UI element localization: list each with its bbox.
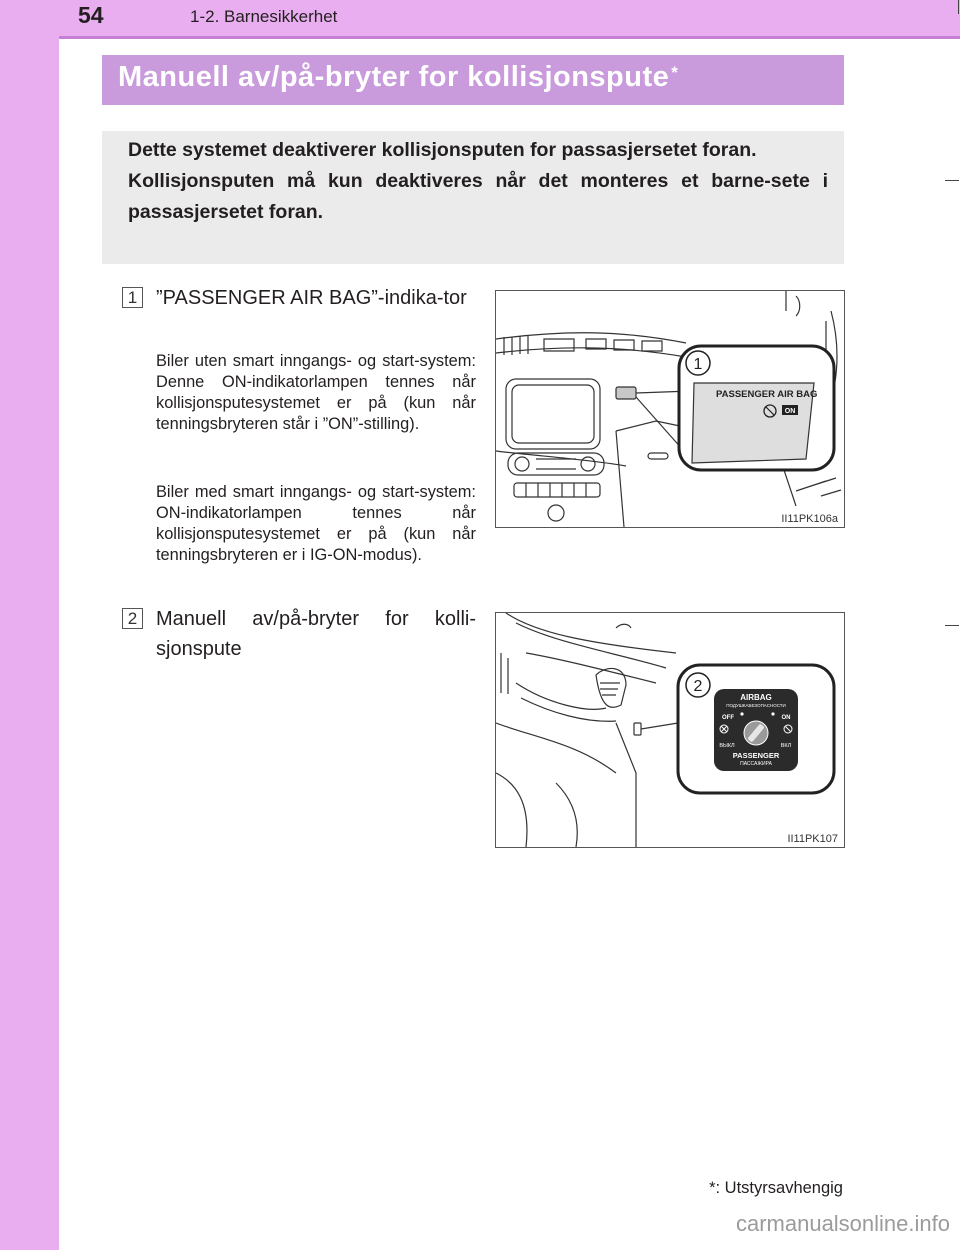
item-number-badge: 2 [122,608,143,629]
footnote [709,1179,843,1198]
switch-passenger-ru: ПАССАЖИРА [740,761,772,767]
side-color-bar [0,0,59,1250]
indicator-label: PASSENGER AIR BAG [716,389,818,400]
switch-on-ru: ВКЛ [780,743,792,749]
switch-off-ru: ВЫКЛ [719,743,735,749]
switch-subtitle: ПОДУШКАБЕЗОПАСНОСТИ [726,703,786,708]
watermark: carmanualsonline.info [735,1211,950,1236]
figure-code: II11PK107 [787,833,838,845]
figure-callout-1: 1 [693,356,703,373]
figure-airbag-switch [495,612,845,848]
item-number-badge: 1 [122,287,143,308]
page-number: 54 [78,2,104,28]
chapter-title: 1-2. Barnesikkerhet [190,7,338,26]
section-title [118,61,678,94]
item-paragraph: Biler med smart inngangs- og start-system: ON-indikatorlampen tennes når kollisjonsputesystemet er på (kun når tenningsbryteren er i IG-ON-modus). [156,483,476,564]
on-lamp-label: ON [784,408,796,415]
crop-mark [945,625,959,626]
switch-on-label: ON [781,715,791,721]
item-heading: Manuell av/på-bryter for kolli-sjonspute [156,608,476,660]
dashboard-illustration [496,291,844,527]
switch-passenger-label: PASSENGER [732,751,780,760]
switch-title: AIRBAG [740,693,772,702]
section-title-box [102,55,844,105]
footnote-text: : Utstyrsavhengig [715,1179,843,1197]
key-slot-knob [744,721,768,745]
switch-off-label: OFF [722,715,734,721]
optional-equipment-marker: * [671,63,679,82]
glovebox-illustration [496,613,844,847]
figure-code: II11PK106a [781,513,838,525]
figure-dashboard-indicator [495,290,845,528]
crop-mark [958,0,959,14]
crop-mark [945,180,959,181]
intro-box [102,131,844,264]
figure-callout-2: 2 [693,678,703,695]
item-heading: ”PASSENGER AIR BAG”-indika-tor [156,287,467,309]
item-paragraph: Biler uten smart inngangs- og start-system: Denne ON-indikatorlampen tennes når kollisjonsputesystemet er på (kun når tenningsbryteren står i ”ON”-stilling). [156,352,476,433]
intro-line-1: Dette systemet deaktiverer kollisjonsputen for passasjersetet foran. [128,139,757,161]
header-divider [59,36,960,39]
intro-line-2: Kollisjonsputen må kun deaktiveres når det monteres et barne-sete i passasjersetet foran. [128,170,828,223]
section-title-text: Manuell av/på-bryter for kollisjonspute [118,61,670,93]
footnote-marker: * [709,1179,716,1197]
intro-text [128,135,828,228]
